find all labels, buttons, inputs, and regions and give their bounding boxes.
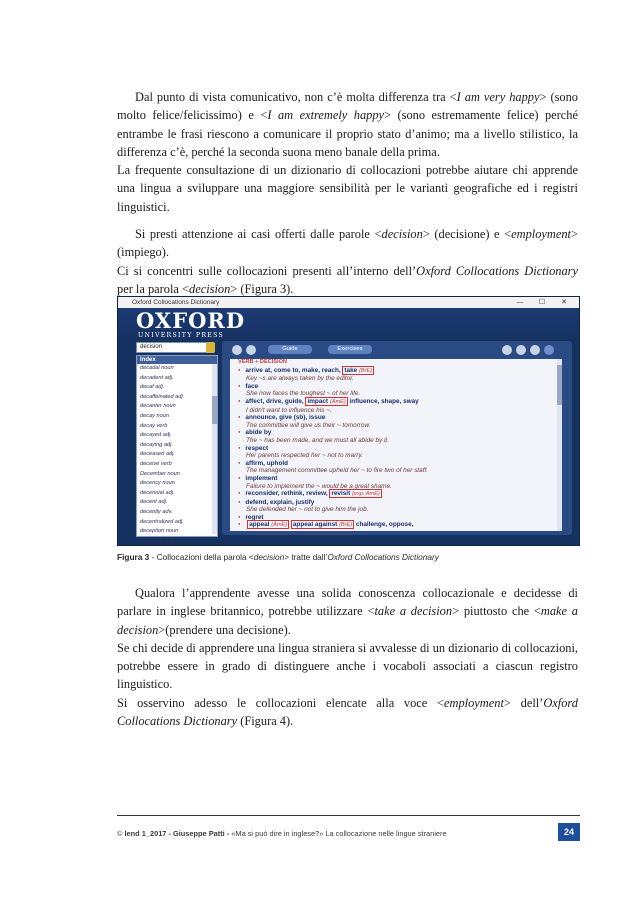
paragraph-3: Si presti attenzione ai casi offerti dalle parole <decision> (decisione) e <employment> (impiego). xyxy=(117,227,578,260)
index-item[interactable]: decency noun xyxy=(140,480,175,487)
entry-text: reconsider, rethink, review, xyxy=(245,490,328,498)
entry-collocation xyxy=(230,398,562,407)
print-icon[interactable] xyxy=(502,345,512,355)
window-title: Oxford Collocations Dictionary xyxy=(132,299,220,306)
paragraph-2: La frequente consultazione di un dizionario di collocazioni potrebbe aiutare chi apprende una lingua a sviluppare una maggiore sensibilità per le varianti geografiche ed i registri linguistici. xyxy=(117,163,578,214)
index-item[interactable]: deceptive adj. xyxy=(140,537,175,544)
copy-icon[interactable] xyxy=(516,345,526,355)
highlighted-collocation xyxy=(342,366,374,375)
entry-text: defend, explain, justify xyxy=(245,498,315,506)
highlighted-collocation xyxy=(329,489,381,498)
entry-collocation xyxy=(230,490,562,499)
highlighted-word: appeal xyxy=(249,521,270,529)
index-item[interactable]: decaffeinated adj. xyxy=(140,393,185,400)
page-number: 24 xyxy=(558,823,580,841)
entry-example xyxy=(230,506,562,514)
entry-text: The ~ has been made, and we must all abide by it. xyxy=(246,436,389,444)
entry-text: implement xyxy=(245,474,278,482)
entry-content xyxy=(230,359,562,531)
oxford-logo: OXFORD xyxy=(136,308,246,333)
entry-text-after: influence, shape, sway xyxy=(347,397,419,405)
highlighted-collocation xyxy=(247,520,289,529)
index-panel xyxy=(136,355,218,544)
entry-text: The management committee upheld her ~ to fire two of her staff. xyxy=(246,467,429,475)
entry-example xyxy=(230,467,562,475)
highlighted-word: appeal against xyxy=(292,521,338,529)
index-scroll-thumb[interactable] xyxy=(212,396,217,424)
index-item[interactable]: deceive verb xyxy=(140,460,172,467)
index-item[interactable]: decentralized adj. xyxy=(140,518,184,525)
highlighted-word: take xyxy=(344,366,358,374)
paragraph-1: Dal punto di vista comunicativo, non c’è molta differenza tra <I am very happy> (sono molto felice/felicissimo) e <I am extremely happy> (sono estremamente felice) perché entrambe le frasi riescono a comunicare il proprio stato d’animo; ma a livello stilistico, la differenza c’è, perché la seconda suona meno banale della prima. xyxy=(117,90,579,159)
window-titlebar xyxy=(118,297,579,308)
back-icon[interactable] xyxy=(232,345,242,355)
entry-example xyxy=(230,407,562,415)
paragraph-4: Ci si concentri sulle collocazioni presenti all’interno dell’Oxford Collocations Dictionary per la parola <decision> (Figura 3). xyxy=(117,263,578,296)
highlighted-word: revisit xyxy=(331,490,351,498)
register-label: (AmE) xyxy=(329,398,346,405)
paragraph-5: Qualora l’apprendente avesse una solida conoscenza collocazionale e decidesse di parlare in inglese britannico, potrebbe utilizzare <take a decision> piuttosto che <make a decision>(prendere una decisione). xyxy=(117,586,579,637)
entry-text: I didn't want to influence his ~. xyxy=(246,406,332,414)
entry-text: face xyxy=(245,382,259,390)
register-label: (BrE) xyxy=(339,522,353,529)
entry-example xyxy=(230,452,562,460)
search-input[interactable]: decision xyxy=(136,342,211,353)
highlighted-collocation xyxy=(291,520,354,529)
entry-text: She defended her ~ not to give him the job. xyxy=(246,506,369,514)
settings-icon[interactable] xyxy=(530,345,540,355)
body-text-bottom xyxy=(117,584,578,730)
index-item[interactable]: decent adj. xyxy=(140,499,168,506)
entry-text: regret xyxy=(245,513,264,521)
entry-example xyxy=(230,422,562,430)
tab-exercises[interactable]: Exercises xyxy=(328,345,372,354)
entry-section-header: VERB + DECISION xyxy=(238,359,287,365)
highlighted-word: impact xyxy=(307,397,329,405)
entry-text: affect, drive, guide, xyxy=(245,397,304,405)
paragraph-7: Si osservino adesso le collocazioni elencate alla voce <employment> dell’Oxford Collocations Dictionary (Figura 4). xyxy=(117,695,578,729)
search-go-button[interactable] xyxy=(206,342,215,353)
register-label: (BrE) xyxy=(358,367,373,374)
paragraph-6: Se chi decide di apprendere una lingua straniera si avvalesse di un dizionario di collocazioni, potrebbe essere in grado di distinguere anche i vocaboli associati a ciascun registro linguistico. xyxy=(117,640,578,692)
entry-collocation xyxy=(230,460,562,468)
close-icon[interactable]: ✕ xyxy=(561,299,567,306)
tab-guide[interactable]: Guide xyxy=(268,345,312,354)
minimize-icon[interactable]: — xyxy=(516,299,524,306)
figure-caption: Figura 3 - Collocazioni della parola <decision> tratte dall’Oxford Collocations Dictionary xyxy=(117,552,439,562)
entry-text: She now faces the toughest ~ of her life. xyxy=(246,390,361,398)
footer-text: © lend 1_2017 - Giuseppe Patti - «Ma si può dire in inglese?» La collocazione nelle lingue straniere xyxy=(117,829,447,838)
entry-collocation xyxy=(230,414,562,422)
figure-3-screenshot xyxy=(117,296,580,546)
index-item[interactable]: deceased adj. xyxy=(140,451,175,458)
entry-collocation xyxy=(230,383,562,391)
index-item[interactable]: decaf adj. xyxy=(140,384,165,391)
entry-text: affirm, uphold xyxy=(245,459,289,467)
oxford-logo-subtitle: UNIVERSITY PRESS xyxy=(138,332,225,339)
index-item[interactable]: decennial adj. xyxy=(140,489,175,496)
body-text-top xyxy=(117,88,578,298)
register-label: (AmE) xyxy=(271,522,288,529)
entry-text: abide by xyxy=(245,429,272,437)
entry-collocation xyxy=(230,445,562,453)
entry-toolbar xyxy=(222,341,572,359)
index-item[interactable]: decayed adj. xyxy=(140,432,172,439)
entry-collocation xyxy=(230,475,562,483)
entry-text: The committee will give us their ~ tomorrow. xyxy=(246,421,371,429)
entry-example xyxy=(230,390,562,398)
maximize-icon[interactable]: ☐ xyxy=(538,299,546,306)
index-item[interactable]: December noun xyxy=(140,470,180,477)
entry-example xyxy=(230,437,562,445)
index-item[interactable]: decaying adj. xyxy=(140,441,173,448)
entry-scroll-thumb[interactable] xyxy=(557,365,562,405)
help-icon[interactable] xyxy=(544,345,554,355)
footer-rule xyxy=(117,815,580,816)
register-label: (esp. AmE) xyxy=(352,491,380,498)
highlighted-collocation xyxy=(305,397,347,406)
entry-collocation xyxy=(230,521,562,530)
entry-example xyxy=(230,483,562,491)
entry-text: Her parents respected her ~ not to marry. xyxy=(246,452,363,460)
entry-text: Key ~s are always taken by the editor. xyxy=(246,375,354,383)
index-header: Index xyxy=(137,356,217,364)
index-item[interactable]: decay verb xyxy=(140,422,168,429)
entry-example xyxy=(230,375,562,383)
index-scrollbar[interactable] xyxy=(212,364,217,534)
index-item[interactable]: decadal noun xyxy=(140,365,174,371)
index-item[interactable]: decay noun xyxy=(140,412,169,419)
index-item[interactable]: decanter noun xyxy=(140,403,176,410)
entry-collocation xyxy=(230,429,562,437)
entry-text: arrive at, come to, make, reach, xyxy=(245,366,341,374)
forward-icon[interactable] xyxy=(246,345,256,355)
index-item[interactable]: deception noun xyxy=(140,528,179,535)
entry-collocation xyxy=(230,499,562,507)
index-item[interactable]: decadent adj. xyxy=(140,374,174,381)
entry-collocation xyxy=(230,367,562,376)
entry-lines xyxy=(230,367,562,530)
entry-text: Failure to implement the ~ would be a great shame. xyxy=(246,482,392,490)
entry-text-after: challenge, oppose, xyxy=(354,521,414,529)
entry-text: respect xyxy=(245,444,269,452)
entry-text: announce, give (sb), issue xyxy=(245,414,326,422)
index-list xyxy=(137,364,217,546)
entry-panel xyxy=(222,341,572,535)
index-item[interactable]: decently adv. xyxy=(140,508,173,515)
